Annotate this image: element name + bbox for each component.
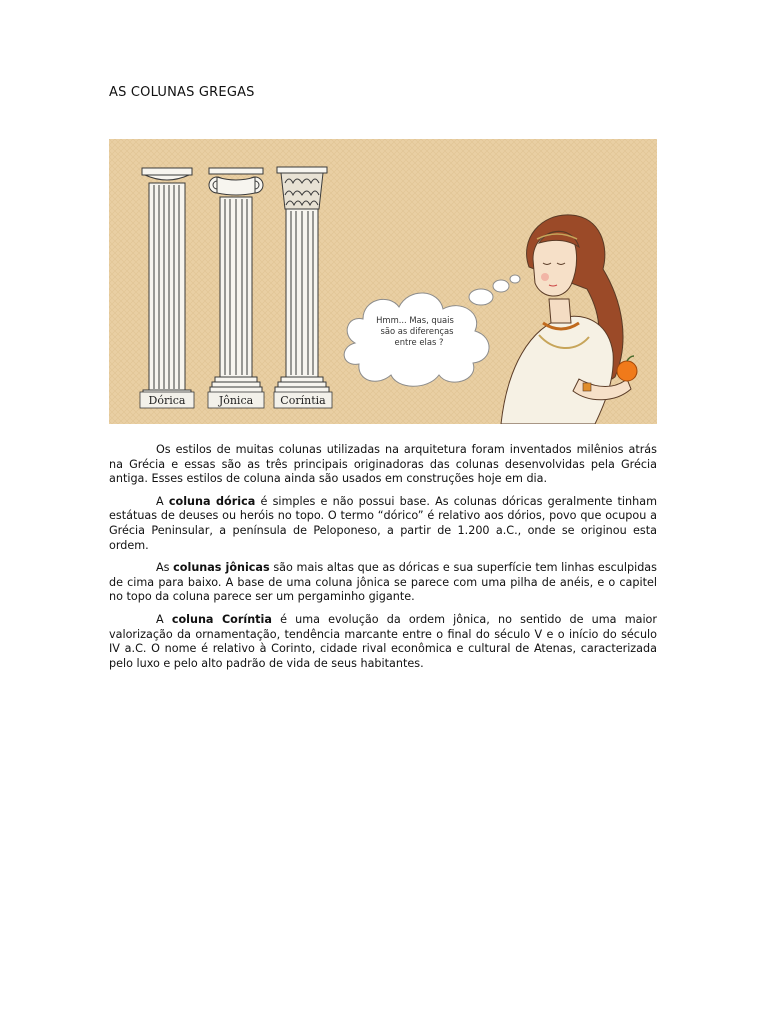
bubble-line-2: são as diferenças xyxy=(380,326,454,336)
doric-term: coluna dórica xyxy=(168,494,256,508)
doric-label xyxy=(140,392,194,408)
paragraph-corinthian-post: é uma evolução da ordem jônica, no sentido de uma maior valorização da ornamentação, tendência marcante entre o final do século V e o início do século IV a.C. O nome é relativo à Corinto, cidade rival econômica e cultural de Atenas, caracterizada pelo luxo e pelo alto padrão de vida de seus habitantes. xyxy=(109,612,657,670)
paragraph-doric-post: é simples e não possui base. As colunas dóricas geralmente tinham estátuas de deuses ou heróis no topo. O termo “dórico” é relativo aos dórios, povo que ocupou a Grécia Peninsular, a península de Peloponeso, a partir de 1.200 a.C., onde se originou esta ordem. xyxy=(109,494,657,552)
ionic-label xyxy=(208,392,264,408)
bubble-line-1: Hmm... Mas, quais xyxy=(376,315,454,325)
ionic-label-text: Jônica xyxy=(218,394,254,407)
paragraph-corinthian xyxy=(109,613,657,671)
corinthian-label-text: Coríntia xyxy=(280,394,326,407)
paragraph-ionic-post: são mais altas que as dóricas e sua superfície tem linhas esculpidas de cima para baixo. A base de uma coluna jônica se parece com uma pilha de anéis, e o capitel no topo da coluna parece ser um pergaminho gigante. xyxy=(109,561,657,604)
doric-label-text: Dórica xyxy=(148,394,186,407)
document-body xyxy=(109,443,657,679)
page-title: AS COLUNAS GREGAS xyxy=(109,85,255,100)
paragraph-corinthian-pre: A xyxy=(156,612,172,626)
bubble-line-3: entre elas ? xyxy=(394,337,444,347)
paragraph-intro: Os estilos de muitas colunas utilizadas na arquitetura foram inventados milênios atrás na Grécia e essas são as três principais originadoras das colunas desenvolvidas pela Grécia antiga. Esses estilos de coluna ainda são usados em construções hoje em dia. xyxy=(109,443,657,486)
corinthian-term: coluna Coríntia xyxy=(171,612,272,626)
ionic-term: colunas jônicas xyxy=(173,561,270,575)
paragraph-ionic xyxy=(109,561,657,605)
greek-columns-illustration xyxy=(109,139,657,424)
paragraph-ionic-pre: As xyxy=(156,561,174,575)
corinthian-label xyxy=(274,392,332,408)
paragraph-doric-pre: A xyxy=(156,494,169,508)
paragraph-doric xyxy=(109,495,657,553)
doric-column-icon xyxy=(142,168,192,395)
